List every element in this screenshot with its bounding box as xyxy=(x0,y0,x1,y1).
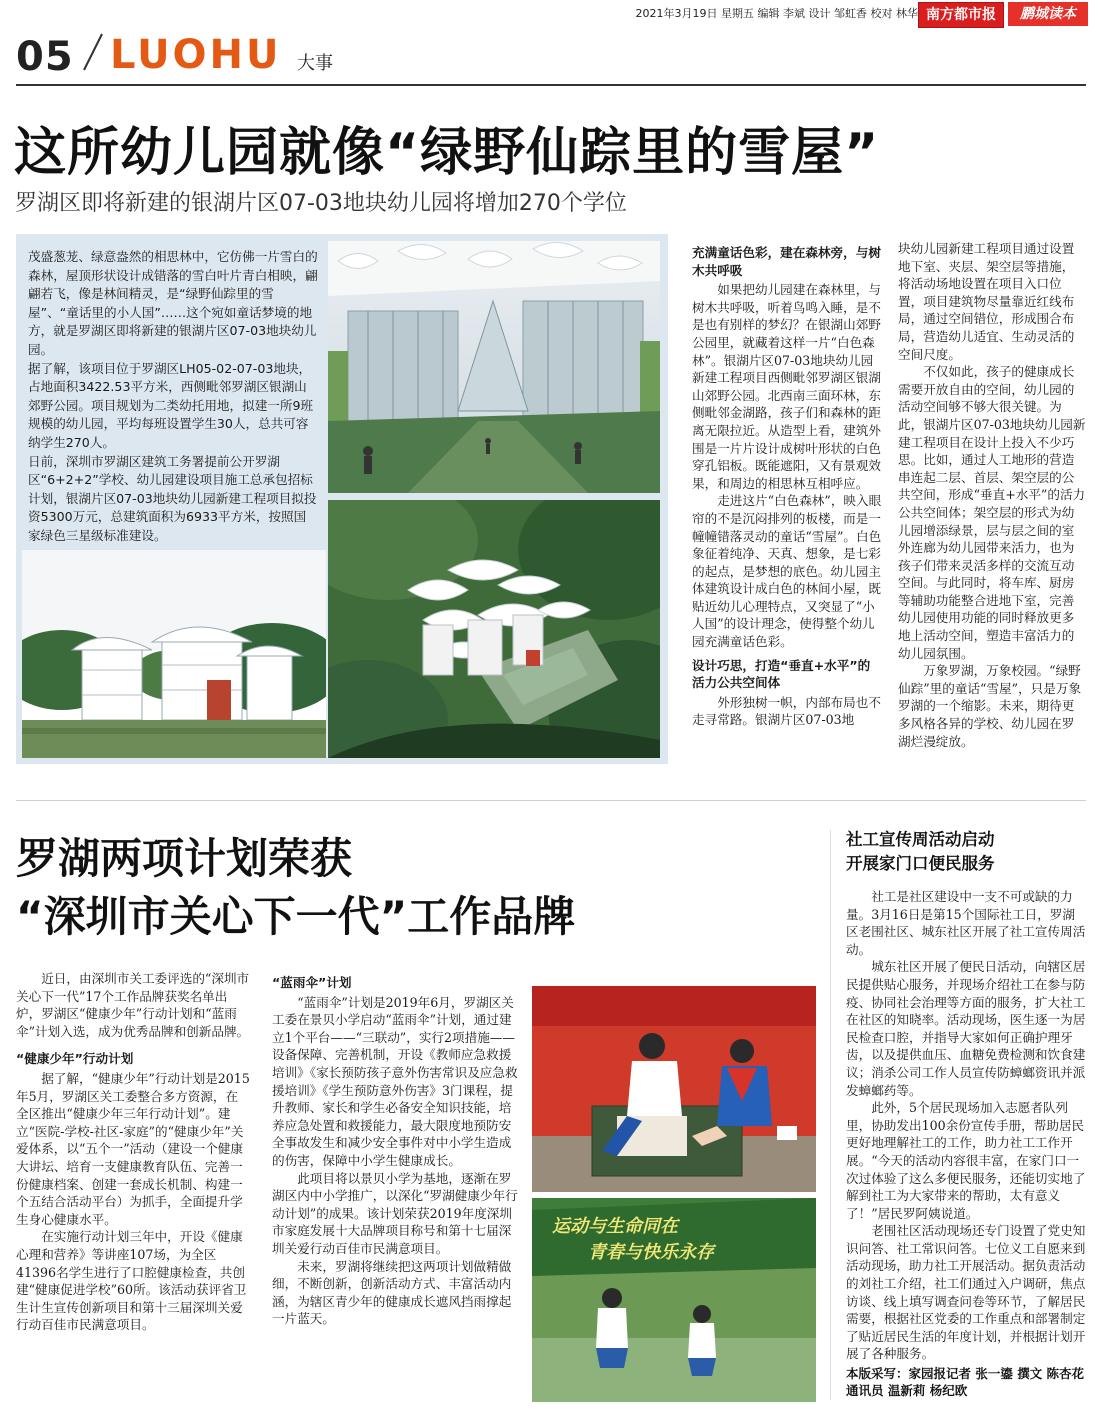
banner-text: 青春与快乐永存 xyxy=(588,1242,714,1263)
paragraph: 城东社区开展了便民日活动，向辖区居民提供贴心服务，并现场介绍社工在参与防疫、协同社会治理等方面的服务，扩大社工在社区的知晓率。活动现场，医生逐一为居民检查口腔，并指导大家如何正确护理牙齿，以及提供血压、血糖免费检测和饮食建议；消杀公司工作人员宣传防蟑螂资讯并派发蟑螂药等。 xyxy=(846,959,1086,1098)
sidebar-headline-line: 社工宣传周活动启动 xyxy=(846,830,995,849)
paragraph: 外形独树一帜，内部布局也不走寻常路。银湖片区07-03地 xyxy=(692,694,881,728)
section-title: LUOHU xyxy=(110,32,282,78)
header-rule xyxy=(16,84,1086,86)
lead-paragraph: 茂盛葱茏、绿意盎然的相思林中，它仿佛一片雪白的森林，屋顶形状设计成错落的雪白叶片青白相映，翩翩若飞，像是林间精灵，是“绿野仙踪里的雪屋”、“童话里的小人国”……这个宛如童话梦境的地方，就是罗湖区即将新建的银湖片区07-03地块幼儿园。 xyxy=(28,249,318,357)
lead-paragraph: 日前，深圳市罗湖区建筑工务署提前公开罗湖区“6+2+2”学校、幼儿园建设项目施工总承包招标计划，银湖片区07-03地块幼儿园新建工程项目拟投资5300万元，总建筑面积为6933平方米，按照国家绿色三星级标准建设。 xyxy=(28,453,317,543)
kindergarten-exterior-photo xyxy=(22,550,326,758)
page-number: 05 xyxy=(16,34,74,80)
paragraph: 如果把幼儿园建在森林里，与树木共呼吸，听着鸟鸣入睡，是不是也有别样的梦幻？在银湖山郊野公园里，就藏着这样一片“白色森林”。银湖片区07-03地块幼儿园新建工程项目西侧毗邻罗湖区银湖山郊野公园。北西南三面环林，东侧毗邻金湖路，孩子们和森林的距离无限拉近。从造型上看，建筑外围是一片片设计成树叶形状的白色穿孔铝板。既能遮阳，又有景观效果，和周边的相思林互相呼应。 xyxy=(692,282,881,491)
subheadline-main: 罗湖区即将新建的银湖片区07-03地块幼儿园将增加270个学位 xyxy=(15,191,627,216)
lead-paragraph: 据了解，该项目位于罗湖区LH05-02-07-03地块，占地面积3422.53平方米，西侧毗邻罗湖区银湖山郊野公园。项目规划为二类幼托用地，拟建一所9班规模的幼儿园，平均每班设置学生30人，总共可容纳学生270人。 xyxy=(28,360,314,450)
kindergarten-interior-photo xyxy=(328,241,660,493)
paragraph: 据了解，“健康少年”行动计划是2015年5月，罗湖区关工委整合多方资源，在全区推出“健康少年三年行动计划”。建立“医院-学校-社区-家庭”的“健康少年”关爱体系，以“五个一”活动（建设一个健康大讲坛、培育一支健康教育队伍、完善一份健康档案、创建一套成长机制、构建一个五结合活动平台）为抓手，全面提升学生身心健康水平。 xyxy=(16,1070,250,1227)
article-column xyxy=(692,240,882,729)
article-column xyxy=(898,240,1086,750)
paragraph: 社工是社区建设中一支不可或缺的力量。3月16日是第15个国际社工日，罗湖区老围社区、城东社区开展了社工宣传周活动。 xyxy=(846,889,1086,957)
headline-secondary: 罗湖两项计划荣获 xyxy=(16,834,353,883)
paragraph: 在实施行动计划三年中，开设《健康心理和营养》等讲座107场，为全区41396名学生进行了口腔健康检查，共创建“健康促进学校”60所。该活动获评省卫生计生宣传创新项目和第十三届深圳关爱行动百佳市民满意项目。 xyxy=(16,1229,247,1333)
headline-main: 这所幼儿园就像“绿野仙踪里的雪屋” xyxy=(14,123,880,183)
paragraph: “蓝雨伞”计划是2019年6月，罗湖区关工委在景贝小学启动“蓝雨伞”计划，通过建立1个平台——“三联动”，实行2项措施——设备保障、完善机制，开设《教师应急救援培训》《家长预防孩子意外伤害常识及应急救援培训》《学生预防意外伤害》3门课程，提升教师、家长和学生必备安全知识技能，培养应急处置和救援能力，最大限度地预防安全事故发生和减少安全事件对中小学生造成的伤害，保障中小学生健康成长。 xyxy=(272,994,518,1168)
headline-secondary: “深圳市关心下一代”工作品牌 xyxy=(16,892,576,941)
subsection-heading: “健康少年”行动计划 xyxy=(16,1051,134,1067)
cpr-training-photo xyxy=(532,986,816,1192)
subsection-heading: 充满童话色彩，建在森林旁，与树木共呼吸 xyxy=(692,245,881,278)
issue-meta: 2021年3月19日 星期五 编辑 李斌 设计 邹虹香 校对 林华 xyxy=(635,7,918,20)
banner-text: 运动与生命同在 xyxy=(552,1216,678,1237)
section-subtitle: 大事 xyxy=(297,53,333,74)
sidebar-headline xyxy=(846,828,1086,876)
paragraph: 此外，5个居民现场加入志愿者队列里，协助发出100余份宣传手册，帮助居民更好地理解社工的工作，助力社工工作开展。“今天的活动内容很丰富，在家门口一次过体验了这么多便民服务，还能切实地了解到社工为大家带来的帮助，太有意义了！”居民罗阿姨说道。 xyxy=(846,1100,1086,1221)
sidebar-column xyxy=(846,888,1086,1363)
paragraph: 未来，罗湖将继续把这两项计划做精做细，不断创新，创新活动方式、丰富活动内涵，为辖区青少年的健康成长遮风挡雨撑起一片蓝天。 xyxy=(272,1258,512,1327)
kindergarten-aerial-photo xyxy=(328,500,660,758)
students-running-photo xyxy=(532,1198,816,1402)
byline: 本版采写：家园报记者 张一鎏 撰文 陈杏花 通讯员 温新莉 杨纪欧 xyxy=(846,1366,1085,1398)
paragraph: 老围社区活动现场还专门设置了党史知识问答、社工常识问答。七位义工自愿来到活动现场，助力社工开展活动。据负责活动的刘社工介绍，社工们通过入户调研，焦点访谈、线上填写调查问卷等环节，了解居民需要，根据社区党委的工作重点和部署制定了贴近居民生活的年度计划，并根据计划开展了各种服务。 xyxy=(846,1223,1086,1362)
paragraph: 不仅如此，孩子的健康成长需要开放自由的空间，幼儿园的活动空间够不够大很关键。为此，银湖片区07-03地块幼儿园新建工程项目在设计上投入不少巧思。比如，通过人工地形的营造串连起二层、首层、架空层的公共空间，形成“垂直+水平”的活力公共空间体；架空层的形式为幼儿园增添绿景，层与层之间的室外连廊为幼儿园带来活力，也为孩子们带来灵活多样的交流互动空间。与此同时，将车库、厨房等辅助功能整合进地下室，完善幼儿园使用功能的同时释放更多地上活动空间，塑造丰富活力的幼儿园氛围。 xyxy=(898,364,1086,661)
supplement-logo: 鹏城读本 xyxy=(1008,2,1088,26)
paragraph: 此项目将以景贝小学为基地，逐渐在罗湖区内中小学推广，以深化“罗湖健康少年行动计划”的成果。该计划荣获2019年度深圳市家庭发展十大品牌项目称号和第十七届深圳关爱行动百佳市民满意项目。 xyxy=(272,1170,518,1256)
lead-text xyxy=(28,248,318,546)
subsection-heading: 设计巧思，打造“垂直+水平”的活力公共空间体 xyxy=(692,657,871,691)
paragraph: 走进这片“白色森林”，映入眼帘的不是沉闷排列的板楼，而是一幢幢错落灵动的童话“雪屋”。白色象征着纯净、天真、想象，是七彩的起点，是梦想的底色。幼儿园主体建筑设计成白色的林间小屋，既贴近幼儿心理特点，又突显了“小人国”的设计理念，使得整个幼儿园充满童话色彩。 xyxy=(692,493,882,650)
article-divider xyxy=(16,800,1086,801)
subsection-heading: “蓝雨伞”计划 xyxy=(272,975,352,990)
paragraph: 块幼儿园新建工程项目通过设置地下室、夹层、架空层等措施，将活动场地设置在项目入口位置，项目建筑物尽量靠近红线布局，通过空间错位，形成围合布局，营造幼儿适宜、生动灵活的空间尺度。 xyxy=(898,241,1075,362)
article-column xyxy=(272,970,518,1328)
paragraph: 万象罗湖，万象校园。“绿野仙踪”里的童话“雪屋”，只是万象罗湖的一个缩影。未来，期待更多风格各异的学校、幼儿园在罗湖烂漫绽放。 xyxy=(898,663,1082,749)
article-column xyxy=(16,970,250,1334)
sidebar-headline-line: 开展家门口便民服务 xyxy=(846,854,995,873)
column-divider xyxy=(830,830,831,1400)
slash-divider xyxy=(80,30,106,74)
newspaper-logo: 南方都市报 xyxy=(918,2,1004,28)
paragraph: 近日，由深圳市关工委评选的“深圳市关心下一代”17个工作品牌获奖名单出炉，罗湖区“健康少年”行动计划和“蓝雨伞”计划入选，成为优秀品牌和创新品牌。 xyxy=(16,971,250,1039)
